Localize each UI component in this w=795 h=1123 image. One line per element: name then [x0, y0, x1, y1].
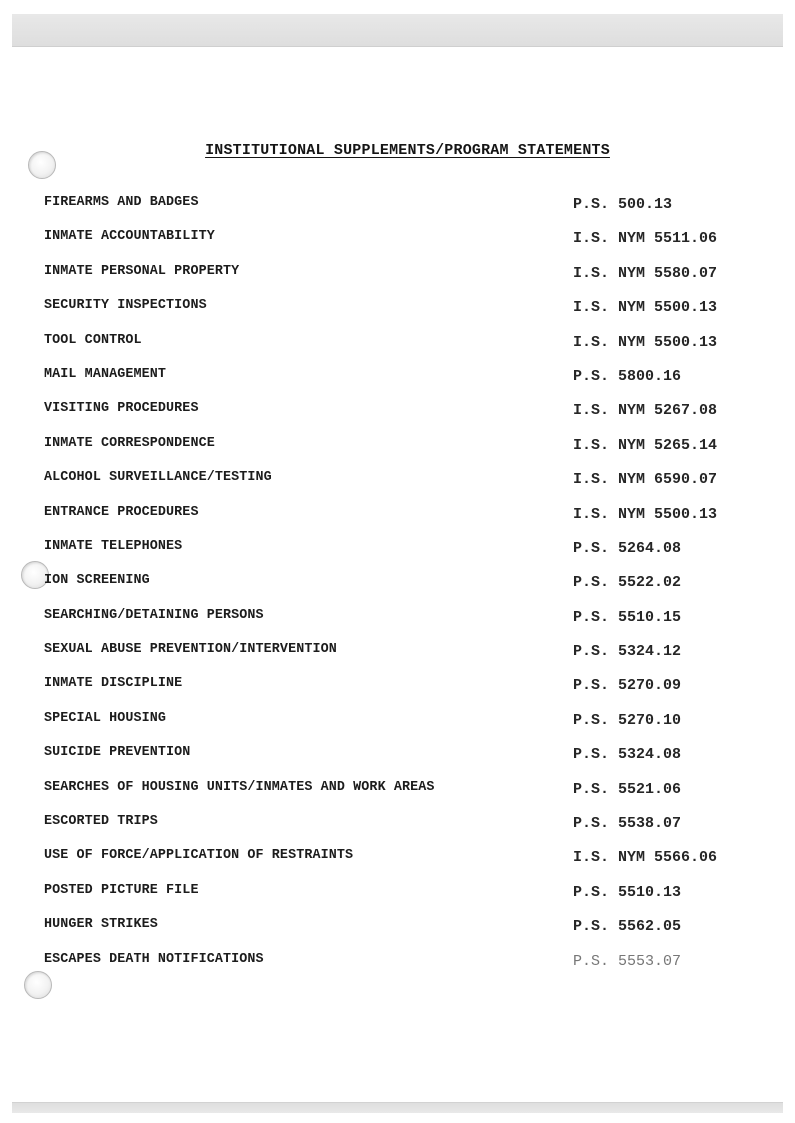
list-item — [0, 333, 795, 367]
scan-edge-top — [12, 14, 783, 47]
entry-title: INMATE DISCIPLINE — [44, 676, 183, 692]
list-item — [0, 711, 795, 745]
entry-title: POSTED PICTURE FILE — [44, 882, 199, 898]
list-item — [0, 298, 795, 332]
entry-reference: I.S. NYM 5511.06 — [573, 230, 718, 248]
entry-title: SEXUAL ABUSE PREVENTION/INTERVENTION — [44, 642, 337, 658]
list-item — [0, 642, 795, 676]
list-item — [0, 848, 795, 882]
entry-title: SPECIAL HOUSING — [44, 710, 167, 726]
list-item — [0, 573, 795, 607]
entry-title: SEARCHING/DETAINING PERSONS — [44, 607, 264, 623]
entry-reference: P.S. 5324.08 — [573, 746, 682, 764]
list-item — [0, 539, 795, 573]
scan-edge-bottom — [12, 1102, 783, 1113]
entry-reference: P.S. 5522.02 — [573, 574, 682, 592]
list-item — [0, 814, 795, 848]
entry-title: MAIL MANAGEMENT — [44, 366, 167, 382]
list-item — [0, 264, 795, 298]
entry-reference: P.S. 5510.15 — [573, 608, 682, 626]
entry-reference: I.S. NYM 5580.07 — [573, 264, 718, 282]
entry-title: HUNGER STRIKES — [44, 917, 158, 933]
entry-reference: P.S. 5264.08 — [573, 539, 682, 557]
entry-title: USE OF FORCE/APPLICATION OF RESTRAINTS — [44, 848, 354, 864]
entry-title: INMATE PERSONAL PROPERTY — [44, 263, 240, 279]
list-item — [0, 401, 795, 435]
entry-title: ION SCREENING — [44, 573, 150, 589]
entry-title: FIREARMS AND BADGES — [44, 195, 199, 210]
entry-reference: P.S. 5538.07 — [573, 815, 682, 833]
entry-title: SECURITY INSPECTIONS — [44, 298, 207, 314]
entry-reference: P.S. 5800.16 — [573, 367, 682, 385]
entry-reference: P.S. 5553.07 — [573, 952, 682, 970]
entry-title: SEARCHES OF HOUSING UNITS/INMATES AND WORK AREAS — [44, 779, 435, 795]
entry-title: ESCAPES DEATH NOTIFICATIONS — [44, 951, 264, 967]
entry-title: SUICIDE PREVENTION — [44, 745, 191, 761]
entry-reference: P.S. 5270.09 — [573, 677, 682, 695]
list-item — [0, 470, 795, 504]
entry-reference: I.S. NYM 5267.08 — [573, 402, 718, 420]
list-item — [0, 195, 795, 229]
list-item — [0, 676, 795, 710]
entry-reference: I.S. NYM 5500.13 — [573, 299, 718, 317]
entry-reference: I.S. NYM 5500.13 — [573, 333, 718, 351]
list-item — [0, 367, 795, 401]
entry-title: TOOL CONTROL — [44, 332, 142, 348]
list-item — [0, 229, 795, 263]
entry-title: INMATE CORRESPONDENCE — [44, 435, 215, 451]
list-item — [0, 436, 795, 470]
list-item — [0, 952, 795, 986]
entry-reference: P.S. 5521.06 — [573, 780, 682, 798]
entry-reference: I.S. NYM 5265.14 — [573, 436, 718, 454]
entry-reference: P.S. 5324.12 — [573, 643, 682, 661]
entry-title: VISITING PROCEDURES — [44, 401, 199, 417]
entry-reference: P.S. 5510.13 — [573, 883, 682, 901]
entry-reference: P.S. 5270.10 — [573, 711, 682, 729]
list-item — [0, 780, 795, 814]
entry-title: INMATE ACCOUNTABILITY — [44, 229, 215, 245]
document-title: INSTITUTIONAL SUPPLEMENTS/PROGRAM STATEMENTS — [205, 142, 610, 159]
list-item — [0, 917, 795, 951]
entry-reference: I.S. NYM 5566.06 — [573, 849, 718, 867]
list-item — [0, 745, 795, 779]
list-item — [0, 883, 795, 917]
entry-title: INMATE TELEPHONES — [44, 538, 183, 554]
entry-title: ESCORTED TRIPS — [44, 814, 158, 830]
entry-reference: P.S. 5562.05 — [573, 918, 682, 936]
list-item — [0, 608, 795, 642]
list-item — [0, 505, 795, 539]
entry-reference: I.S. NYM 6590.07 — [573, 471, 718, 489]
statement-list — [0, 195, 795, 986]
entry-reference: I.S. NYM 5500.13 — [573, 505, 718, 523]
entry-title: ENTRANCE PROCEDURES — [44, 504, 199, 520]
entry-reference: P.S. 500.13 — [573, 196, 673, 213]
entry-title: ALCOHOL SURVEILLANCE/TESTING — [44, 470, 272, 486]
